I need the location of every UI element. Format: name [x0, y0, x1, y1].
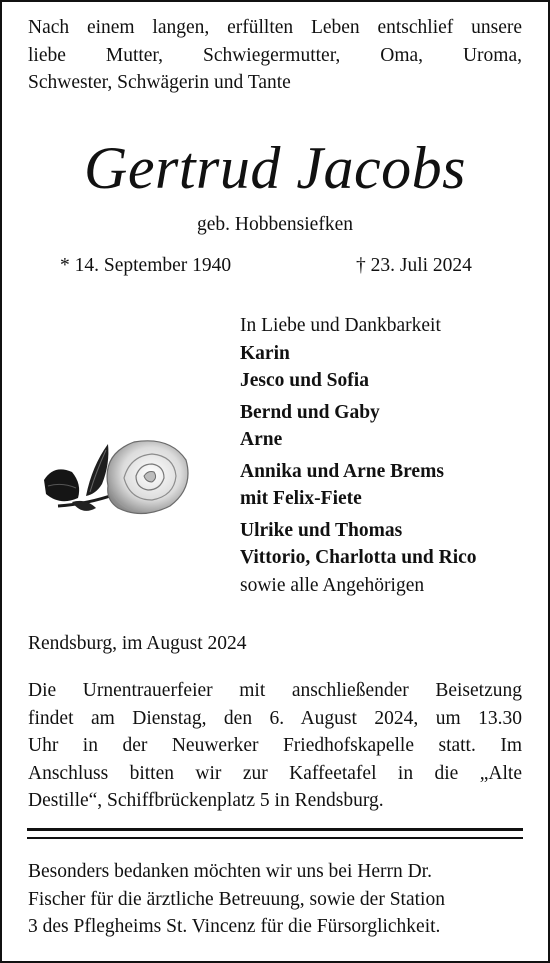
funeral-line: Uhr in der Neuwerker Friedhofskapelle statt. Im: [28, 735, 522, 756]
mourner-name: mit Felix-Fiete: [240, 488, 362, 509]
intro-line: Schwester, Schwägerin und Tante: [28, 72, 291, 93]
mourner-name: Ulrike und Thomas: [240, 519, 403, 541]
funeral-line: Destille“, Schiffbrückenplatz 5 in Rendsburg.: [28, 790, 384, 811]
mourner-name: Jesco und Sofia: [240, 370, 369, 391]
mourner-name: Bernd und Gaby: [240, 401, 380, 423]
thanks-line: Besonders bedanken möchten wir uns bei Herrn Dr.: [28, 861, 432, 882]
intro-line: Nach einem langen, erfüllten Leben entschlief unsere: [28, 17, 522, 38]
thanks-text: [28, 858, 522, 941]
mourner-name: Arne: [240, 429, 283, 450]
funeral-line: findet am Dienstag, den 6. August 2024, um 13.30: [28, 707, 522, 729]
divider: [27, 828, 523, 831]
intro-line: liebe Mutter, Schwiegermutter, Oma, Uroma,: [28, 44, 522, 66]
mourners-list: [240, 312, 530, 599]
intro-text: [28, 14, 522, 97]
thanks-line: 3 des Pflegheims St. Vincenz für die Fürsorglichkeit.: [28, 916, 441, 937]
divider: [27, 837, 523, 839]
death-date: † 23. Juli 2024: [356, 255, 472, 276]
funeral-line: Anschluss bitten wir zur Kaffeetafel in die „Alte: [28, 762, 522, 784]
rose-image: [38, 436, 194, 520]
maiden-name: geb. Hobbensiefken: [197, 214, 353, 235]
thanks-line: Fischer für die ärztliche Betreuung, sowie der Station: [28, 888, 445, 910]
mourner-name: Vittorio, Charlotta und Rico: [240, 547, 477, 568]
funeral-line: Die Urnentrauerfeier mit anschließender Beisetzung: [28, 680, 522, 701]
mourner-name: Karin: [240, 342, 290, 364]
mourners-intro: In Liebe und Dankbarkeit: [240, 315, 441, 336]
birth-date: * 14. September 1940: [60, 255, 232, 276]
place-date: Rendsburg, im August 2024: [28, 633, 247, 654]
mourner-name: Annika und Arne Brems: [240, 460, 444, 482]
mourners-closing: sowie alle Angehörigen: [240, 574, 425, 596]
deceased-name: Gertrud Jacobs: [84, 135, 466, 201]
funeral-text: [28, 677, 522, 815]
